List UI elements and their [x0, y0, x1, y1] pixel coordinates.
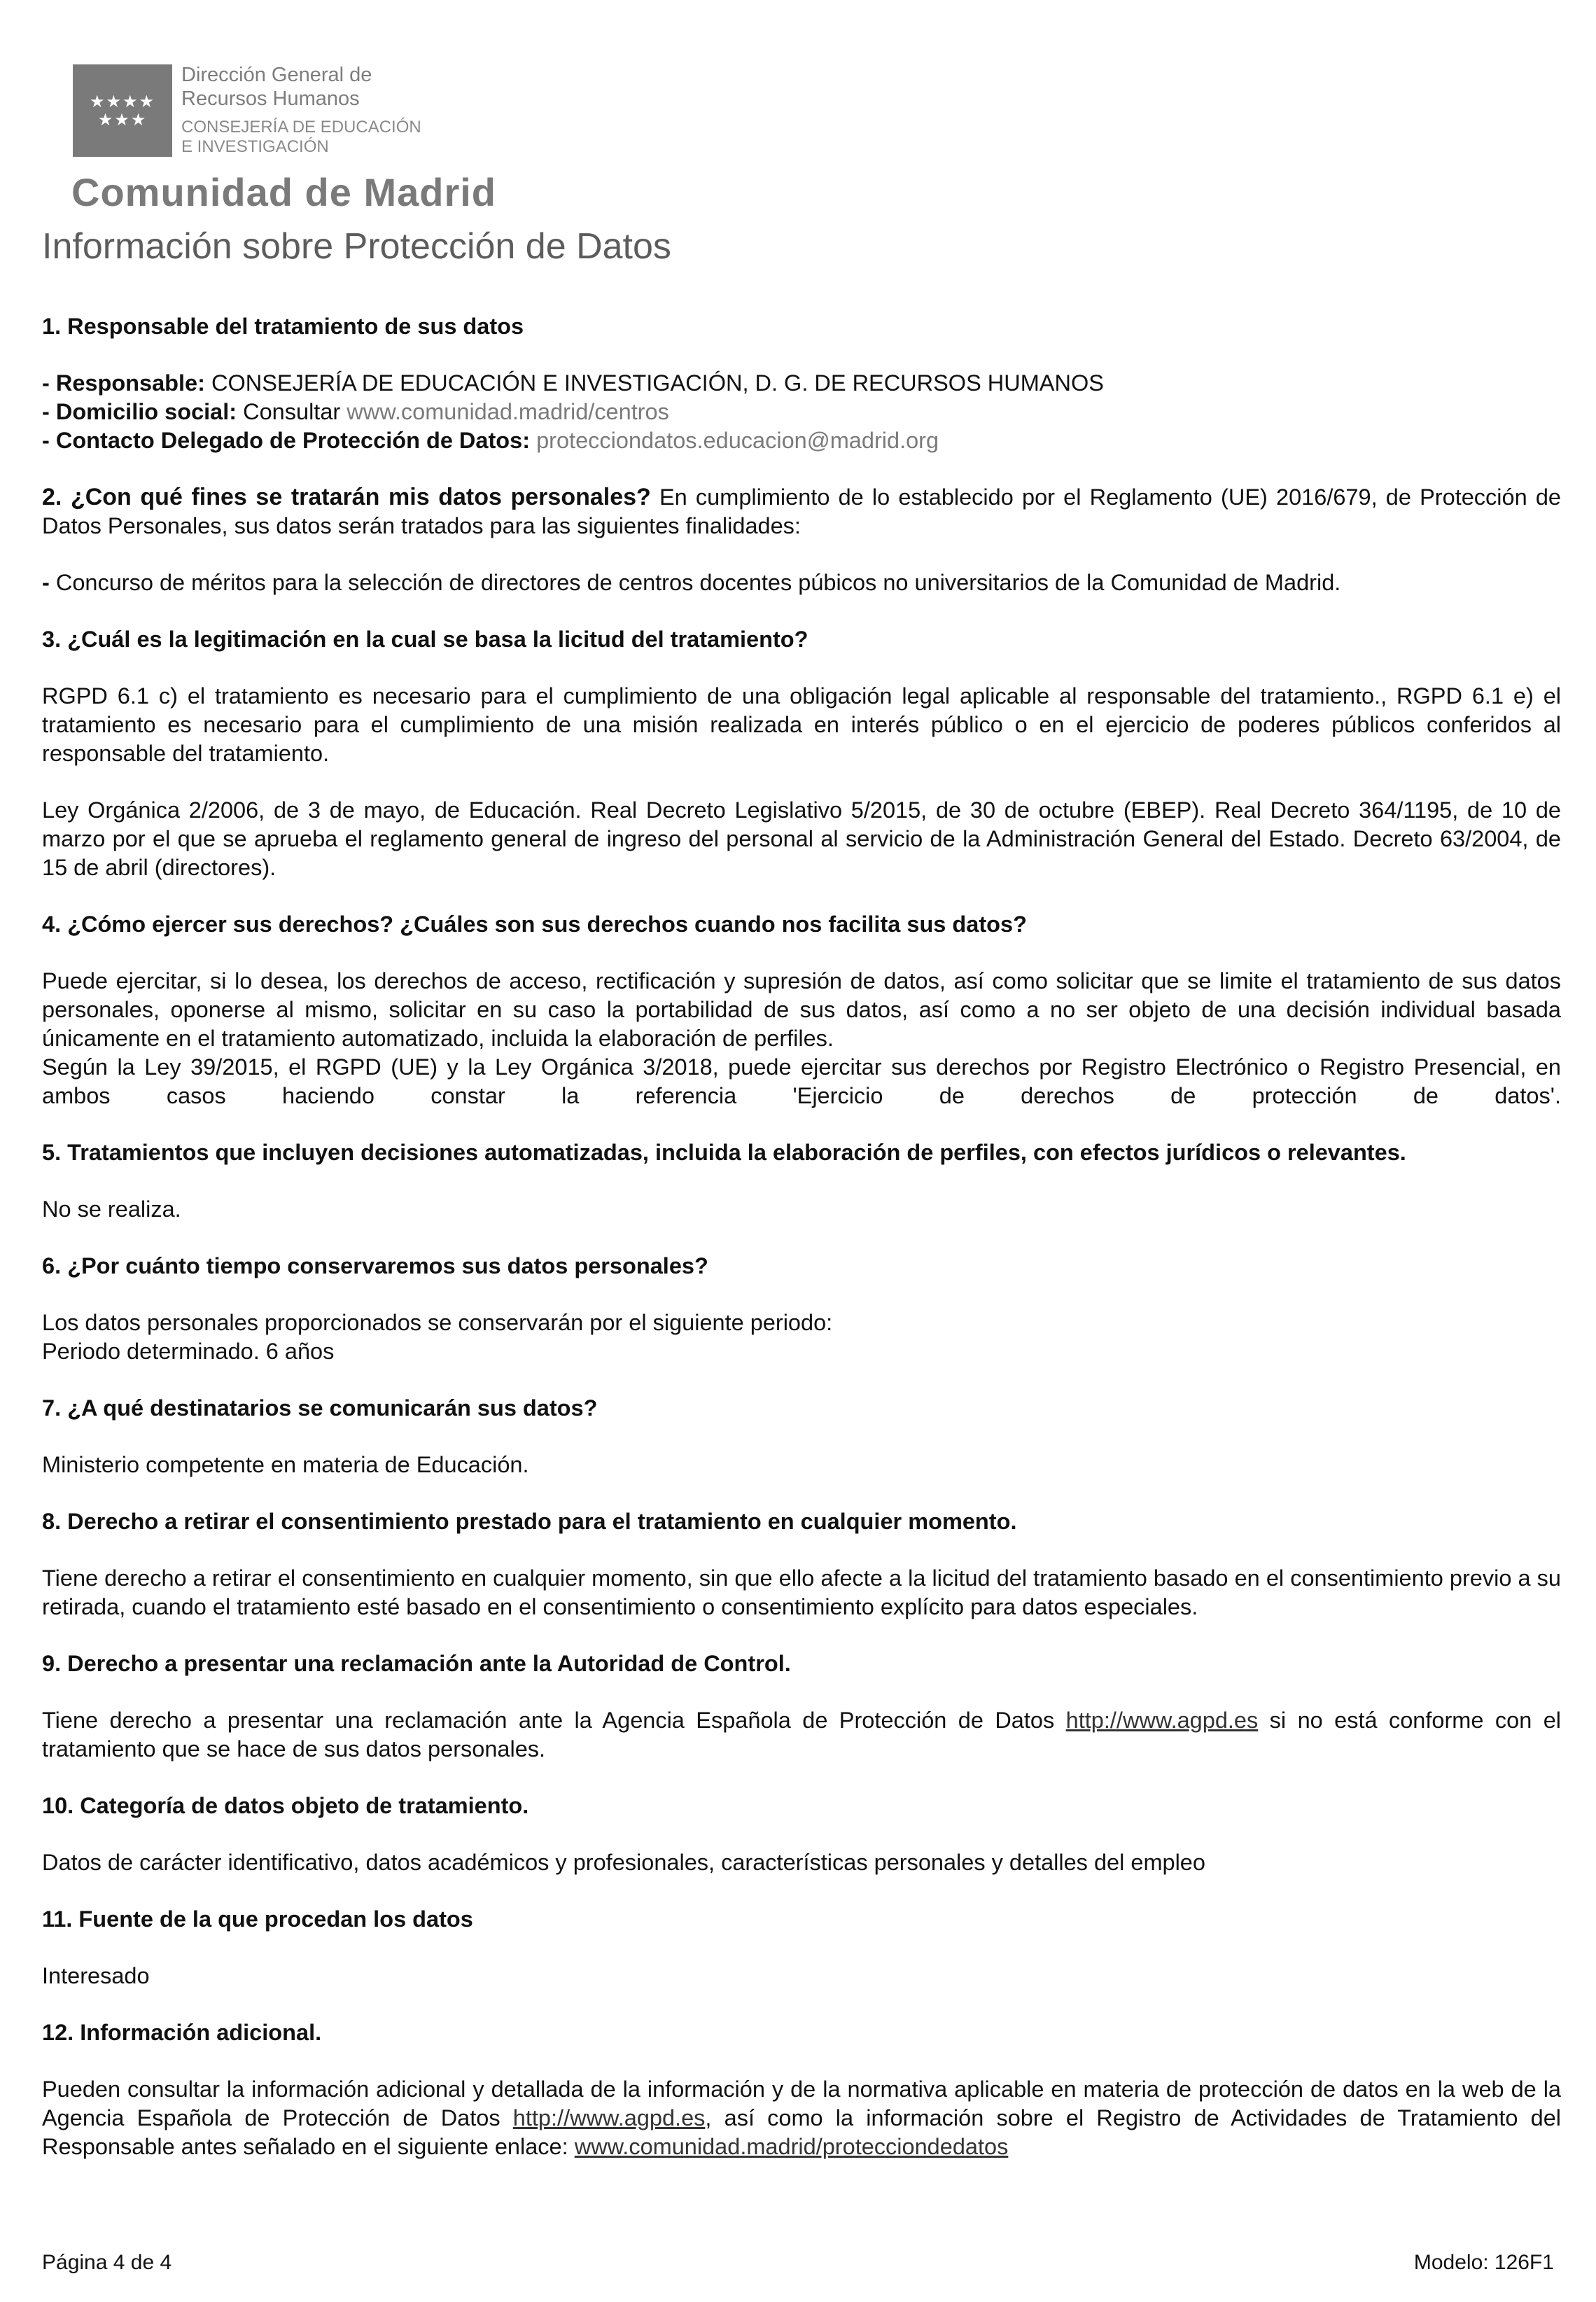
responsable-label: - Responsable:	[42, 370, 205, 396]
section-2-heading: 2. ¿Con qué fines se tratarán mis datos personales?	[42, 484, 651, 510]
stars-icon: ★★★★ ★★★	[89, 92, 156, 130]
section-9-heading: 9. Derecho a presentar una reclamación ante la Autoridad de Control.	[42, 1651, 791, 1676]
section-11-text: Interesado	[42, 1963, 150, 1988]
section-11-heading: 11. Fuente de la que procedan los datos	[42, 1906, 473, 1932]
flag-icon	[73, 64, 172, 157]
section-2-item	[42, 568, 1561, 597]
section-12-heading: 12. Información adicional.	[42, 2020, 322, 2045]
section-4-p1: Puede ejercitar, si lo desea, los derechos de acceso, rectificación y supresión de datos, así como solicitar que se limite el tratamiento de sus datos personales, oponerse al mismo, solicitar en su caso la portabilidad de sus datos, así como a no ser objeto de una decisión individual basada únicamente en el tratamiento automatizado, incluida la elaboración de perfiles.	[42, 968, 1561, 1051]
contacto-line	[42, 426, 1561, 455]
section-2-paragraph	[42, 483, 1561, 540]
section-9-text	[42, 1706, 1561, 1764]
comunidad-wordmark: Comunidad de Madrid	[71, 170, 496, 214]
section-10-heading: 10. Categoría de datos objeto de tratamiento.	[42, 1793, 529, 1818]
domicilio-label: - Domicilio social:	[42, 399, 237, 424]
contacto-email[interactable]: protecciondatos.educacion@madrid.org	[536, 428, 939, 453]
section-3-p2: Ley Orgánica 2/2006, de 3 de mayo, de Educación. Real Decreto Legislativo 5/2015, de 30 de octubre (EBEP). Real Decreto 364/1195, de 10 de marzo por el que se aprueba el reglamento general de ingreso del personal al servicio de la Administración General del Estado. Decreto 63/2004, de 15 de abril (directores).	[42, 797, 1561, 880]
section-8-text: Tiene derecho a retirar el consentimiento en cualquier momento, sin que ello afecte a la licitud del tratamiento basado en el consentimiento previo a su retirada, cuando el tratamiento esté basado en el consentimiento o consentimiento explícito para datos especiales.	[42, 1565, 1561, 1619]
section-8-heading: 8. Derecho a retirar el consentimiento prestado para el tratamiento en cualquier momento.	[42, 1509, 1017, 1534]
consejeria-line-1: CONSEJERÍA DE EDUCACIÓN	[181, 118, 421, 137]
section-4-heading: 4. ¿Cómo ejercer sus derechos? ¿Cuáles son sus derechos cuando nos facilita sus datos?	[42, 912, 1027, 937]
section-2-item-dash: -	[42, 570, 50, 595]
responsable-value: CONSEJERÍA DE EDUCACIÓN E INVESTIGACIÓN, D. G. DE RECURSOS HUMANOS	[204, 370, 1104, 396]
proteccion-datos-link[interactable]: www.comunidad.madrid/protecciondedatos	[574, 2134, 1009, 2159]
section-2-item-text: Concurso de méritos para la selección de directores de centros docentes púbicos no universitarios de la Comunidad de Madrid.	[49, 570, 1341, 595]
section-6-heading: 6. ¿Por cuánto tiempo conservaremos sus datos personales?	[42, 1253, 708, 1278]
section-12-text	[42, 2075, 1561, 2161]
agpd-link[interactable]: http://www.agpd.es	[1065, 1708, 1259, 1733]
section-4-p2: Según la Ley 39/2015, el RGPD (UE) y la Ley Orgánica 3/2018, puede ejercitar sus derechos por Registro Electrónico o Registro Presencial, en ambos casos haciendo constar la referencia 'Ejercicio de derechos de protección de datos'.	[42, 1054, 1561, 1108]
section-2-text: En cumplimiento de lo establecido por el Reglamento (UE) 2016/679, de Protección de Datos Personales, sus datos serán tratados para las siguientes finalidades:	[42, 484, 1562, 538]
document-title: Información sobre Protección de Datos	[42, 226, 671, 267]
section-6-line2: Periodo determinado. 6 años	[42, 1339, 335, 1364]
section-3-heading: 3. ¿Cuál es la legitimación en la cual se basa la licitud del tratamiento?	[42, 627, 808, 652]
section-12-text-middle: , así como la información sobre el Registro de Actividades de Tratamiento del Responsable antes señalado en el siguiente enlace:	[42, 2105, 1561, 2159]
section-5-text: No se realiza.	[42, 1197, 181, 1222]
section-3-p1: RGPD 6.1 c) el tratamiento es necesario para el cumplimiento de una obligación legal aplicable al responsable del tratamiento., RGPD 6.1 e) el tratamiento es necesario para el cumplimiento de una misión realizada en interés público o en el ejercicio de poderes públicos conferidos al responsable del tratamiento.	[42, 683, 1561, 766]
agpd-link-2[interactable]: http://www.agpd.es	[512, 2105, 706, 2130]
dg-line-2: Recursos Humanos	[181, 88, 360, 110]
responsable-line	[42, 369, 1561, 398]
consejeria-line-2: E INVESTIGACIÓN	[181, 137, 329, 156]
section-9-text-before: Tiene derecho a presentar una reclamación ante la Agencia Española de Protección de Datos	[42, 1708, 1066, 1733]
domicilio-link[interactable]: www.comunidad.madrid/centros	[346, 399, 669, 424]
contacto-label: - Contacto Delegado de Protección de Datos:	[42, 428, 531, 453]
section-9-text-after: si no está conforme con el tratamiento que se hace de sus datos personales.	[42, 1708, 1561, 1762]
page-number: Página 4 de 4	[42, 2251, 172, 2274]
document-body	[42, 312, 1561, 2189]
domicilio-line	[42, 398, 1561, 426]
model-number: Modelo: 126F1	[1413, 2251, 1554, 2274]
logo	[71, 64, 577, 214]
section-10-text: Datos de carácter identificativo, datos académicos y profesionales, características personales y detalles del empleo	[42, 1850, 1205, 1875]
section-12-text-before: Pueden consultar la información adicional y detallada de la información y de la normativa aplicable en materia de protección de datos en la web de la Agencia Española de Protección de Datos	[42, 2077, 1561, 2130]
section-5-heading: 5. Tratamientos que incluyen decisiones automatizadas, incluida la elaboración de perfiles, con efectos jurídicos o relevantes.	[42, 1140, 1406, 1165]
section-1-heading: 1. Responsable del tratamiento de sus datos	[42, 314, 524, 339]
section-7-text: Ministerio competente en materia de Educación.	[42, 1452, 529, 1477]
section-6-line1: Los datos personales proporcionados se conservarán por el siguiente periodo:	[42, 1310, 833, 1335]
domicilio-text: Consultar	[237, 399, 347, 424]
section-7-heading: 7. ¿A qué destinatarios se comunicarán sus datos?	[42, 1395, 598, 1421]
dg-line-1: Dirección General de	[181, 64, 372, 86]
